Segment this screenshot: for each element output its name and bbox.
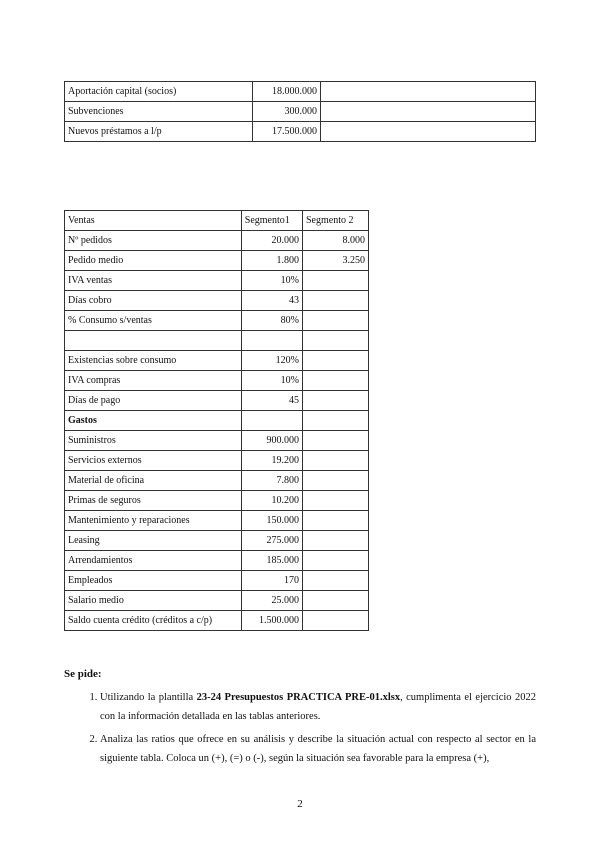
sales-segment2-value — [302, 371, 368, 391]
sales-segment1-value: 120% — [241, 351, 302, 371]
sales-label: Material de oficina — [65, 471, 242, 491]
sales-segment2-value — [302, 611, 368, 631]
sales-segment2-value — [302, 471, 368, 491]
sales-segment2-value — [302, 271, 368, 291]
financing-extra — [321, 122, 536, 142]
sales-label: Días de pago — [65, 391, 242, 411]
sales-segment1-value — [241, 331, 302, 351]
sales-table — [64, 210, 369, 631]
financing-row — [65, 102, 536, 122]
financing-value: 300.000 — [253, 102, 321, 122]
page-number: 2 — [297, 798, 303, 810]
sales-segment2-value — [302, 431, 368, 451]
instruction-1-text-after: , cumplimenta el ejercicio 2022 con la información detallada en las tablas anteriores. — [100, 692, 536, 722]
financing-row — [65, 122, 536, 142]
sales-segment2-value — [302, 411, 368, 431]
sales-segment1-value: 1.500.000 — [241, 611, 302, 631]
sales-row — [65, 371, 369, 391]
sales-label: Servicios externos — [65, 451, 242, 471]
sales-segment1-value: 1.800 — [241, 251, 302, 271]
sales-segment2-value — [302, 511, 368, 531]
instruction-1-text-before: Utilizando la plantilla — [100, 692, 197, 703]
sales-segment2-value — [302, 451, 368, 471]
sales-row — [65, 351, 369, 371]
sales-label: Empleados — [65, 571, 242, 591]
financing-label: Nuevos préstamos a l/p — [65, 122, 253, 142]
sales-label: IVA ventas — [65, 271, 242, 291]
sales-label: Nº pedidos — [65, 231, 242, 251]
financing-label: Aportación capital (socios) — [65, 82, 253, 102]
sales-segment2-value — [302, 591, 368, 611]
sales-segment1-value — [241, 411, 302, 431]
sales-segment1-value: 150.000 — [241, 511, 302, 531]
sales-row — [65, 591, 369, 611]
financing-extra — [321, 82, 536, 102]
sales-segment2-value — [302, 351, 368, 371]
sales-segment2-value — [302, 491, 368, 511]
sales-segment2-value — [302, 291, 368, 311]
sales-row — [65, 331, 369, 351]
sales-segment1-value: 80% — [241, 311, 302, 331]
instructions-heading: Se pide: — [64, 668, 102, 680]
sales-header-label: Ventas — [65, 211, 242, 231]
sales-row — [65, 291, 369, 311]
sales-row — [65, 311, 369, 331]
sales-label: Gastos — [65, 411, 242, 431]
sales-label: Mantenimiento y reparaciones — [65, 511, 242, 531]
instruction-2-text: Analiza las ratios que ofrece en su análisis y describe la situación actual con respecto al sector en la siguiente tabla. Coloca un (+), (=) o (-), según la situación sea favorable para la empresa (+), — [100, 734, 536, 764]
sales-row — [65, 571, 369, 591]
instructions-list — [64, 688, 536, 772]
instruction-item-1 — [100, 688, 536, 726]
financing-label: Subvenciones — [65, 102, 253, 122]
sales-segment1-value: 19.200 — [241, 451, 302, 471]
sales-label: Existencias sobre consumo — [65, 351, 242, 371]
sales-segment1-value: 900.000 — [241, 431, 302, 451]
sales-label: % Consumo s/ventas — [65, 311, 242, 331]
sales-table-body — [65, 211, 369, 631]
financing-table-body — [65, 82, 536, 142]
sales-header-segment1: Segmento1 — [241, 211, 302, 231]
financing-table — [64, 81, 536, 142]
sales-row — [65, 391, 369, 411]
sales-table-header-row — [65, 211, 369, 231]
sales-row — [65, 491, 369, 511]
sales-segment1-value: 45 — [241, 391, 302, 411]
sales-label: Días cobro — [65, 291, 242, 311]
sales-segment2-value: 8.000 — [302, 231, 368, 251]
sales-segment1-value: 10% — [241, 371, 302, 391]
sales-row — [65, 551, 369, 571]
sales-segment1-value: 170 — [241, 571, 302, 591]
sales-row — [65, 611, 369, 631]
sales-row — [65, 471, 369, 491]
sales-segment1-value: 10.200 — [241, 491, 302, 511]
sales-label: IVA compras — [65, 371, 242, 391]
sales-segment2-value — [302, 571, 368, 591]
sales-segment2-value — [302, 331, 368, 351]
sales-label — [65, 331, 242, 351]
sales-segment1-value: 7.800 — [241, 471, 302, 491]
sales-row — [65, 231, 369, 251]
sales-segment2-value — [302, 551, 368, 571]
sales-row — [65, 451, 369, 471]
sales-row — [65, 431, 369, 451]
sales-row — [65, 271, 369, 291]
sales-segment1-value: 185.000 — [241, 551, 302, 571]
sales-segment2-value: 3.250 — [302, 251, 368, 271]
sales-label: Salario medio — [65, 591, 242, 611]
sales-label: Suministros — [65, 431, 242, 451]
sales-segment1-value: 20.000 — [241, 231, 302, 251]
financing-row — [65, 82, 536, 102]
sales-segment2-value — [302, 311, 368, 331]
sales-segment2-value — [302, 531, 368, 551]
financing-extra — [321, 102, 536, 122]
sales-label: Arrendamientos — [65, 551, 242, 571]
sales-row — [65, 511, 369, 531]
sales-label: Saldo cuenta crédito (créditos a c/p) — [65, 611, 242, 631]
sales-segment2-value — [302, 391, 368, 411]
sales-segment1-value: 275.000 — [241, 531, 302, 551]
sales-row — [65, 411, 369, 431]
sales-segment1-value: 43 — [241, 291, 302, 311]
financing-value: 18.000.000 — [253, 82, 321, 102]
template-filename: 23-24 Presupuestos PRACTICA PRE-01.xlsx — [196, 692, 401, 703]
sales-row — [65, 251, 369, 271]
sales-segment1-value: 10% — [241, 271, 302, 291]
sales-label: Pedido medio — [65, 251, 242, 271]
sales-label: Primas de seguros — [65, 491, 242, 511]
sales-header-segment2: Segmento 2 — [302, 211, 368, 231]
sales-row — [65, 531, 369, 551]
financing-value: 17.500.000 — [253, 122, 321, 142]
sales-segment1-value: 25.000 — [241, 591, 302, 611]
instruction-item-2 — [100, 730, 536, 768]
sales-label: Leasing — [65, 531, 242, 551]
